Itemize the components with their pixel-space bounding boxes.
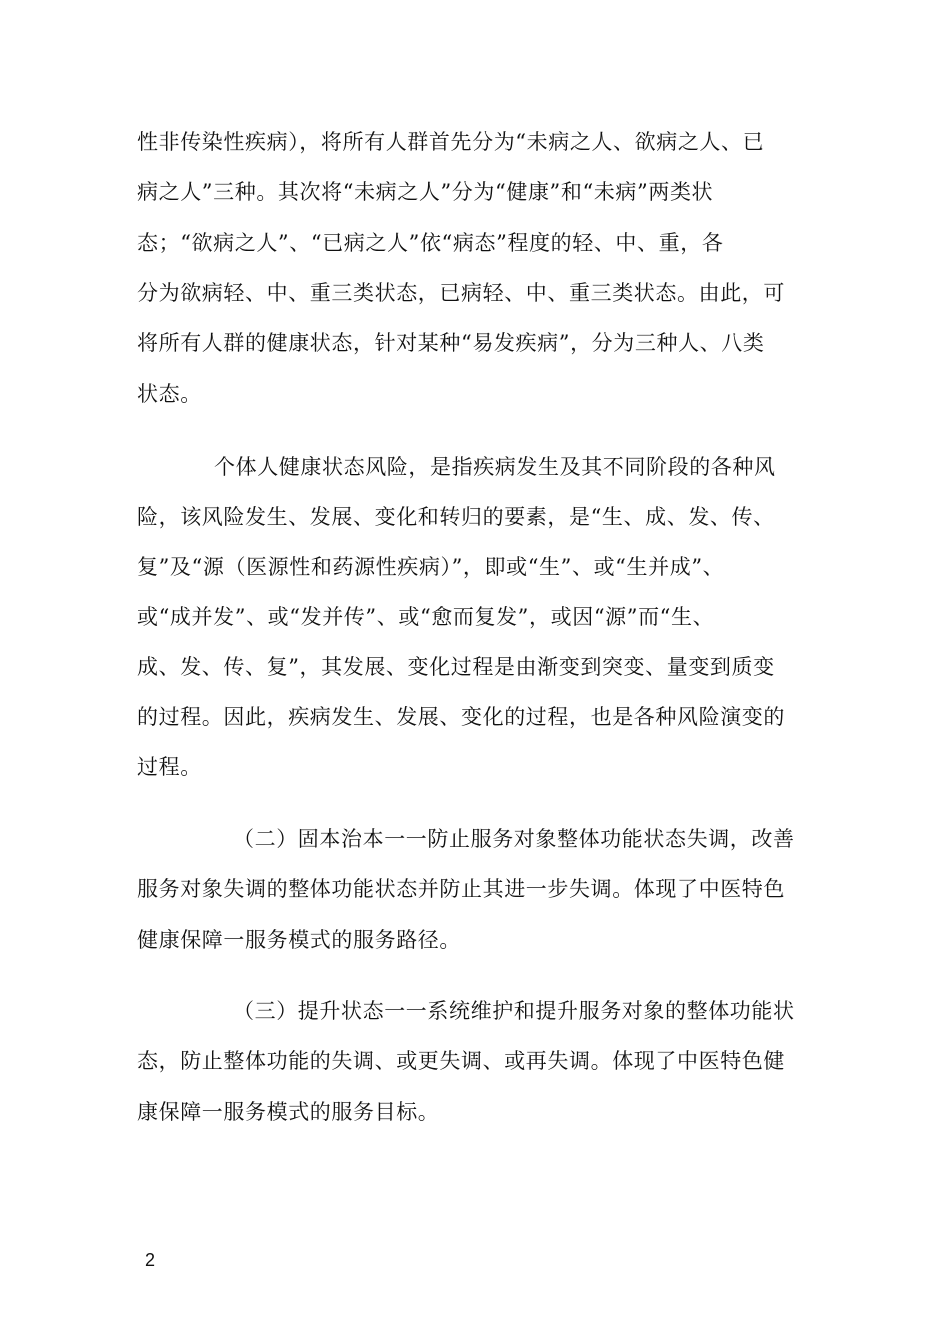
text-line: 病之人”三种。其次将“未病之人”分为“健康”和“未病”两类状	[137, 180, 714, 204]
text-line: 复”及“源（医源性和药源性疾病）”，即或“生”、或“生并成”、	[137, 555, 725, 579]
page-number: 2	[145, 1250, 156, 1270]
text-line: 状态。	[137, 382, 202, 406]
text-line: 个体人健康状态风险，是指疾病发生及其不同阶段的各种风	[214, 455, 776, 479]
text-line: 健康保障一服务模式的服务路径。	[137, 928, 461, 952]
text-line: 或“成并发”、或“发并传”、或“愈而复发”，或因“源”而“生、	[137, 605, 715, 629]
text-line: 过程。	[137, 755, 202, 779]
text-line: 将所有人群的健康状态，针对某种“易发疾病”，分为三种人、八类	[137, 331, 765, 355]
text-line: 服务对象失调的整体功能状态并防止其进一步失调。体现了中医特色	[137, 877, 785, 901]
text-line: （二）固本治本一一防止服务对象整体功能状态失调，改善	[233, 827, 795, 851]
text-line: 性非传染性疾病），将所有人群首先分为“未病之人、欲病之人、已	[137, 130, 765, 154]
text-line: 康保障一服务模式的服务目标。	[137, 1100, 440, 1124]
text-line: （三）提升状态一一系统维护和提升服务对象的整体功能状	[233, 999, 795, 1023]
text-line: 的过程。因此，疾病发生、发展、变化的过程，也是各种风险演变的	[137, 705, 785, 729]
text-line: 成、发、传、复”，其发展、变化过程是由渐变到突变、量变到质变	[137, 655, 775, 679]
text-line: 态，防止整体功能的失调、或更失调、或再失调。体现了中医特色健	[137, 1049, 785, 1073]
text-line: 分为欲病轻、中、重三类状态，已病轻、中、重三类状态。由此，可	[137, 281, 785, 305]
text-line: 态；“欲病之人”、“已病之人”依“病态”程度的轻、中、重，各	[137, 231, 724, 255]
text-line: 险，该风险发生、发展、变化和转归的要素，是“生、成、发、传、	[137, 505, 775, 529]
